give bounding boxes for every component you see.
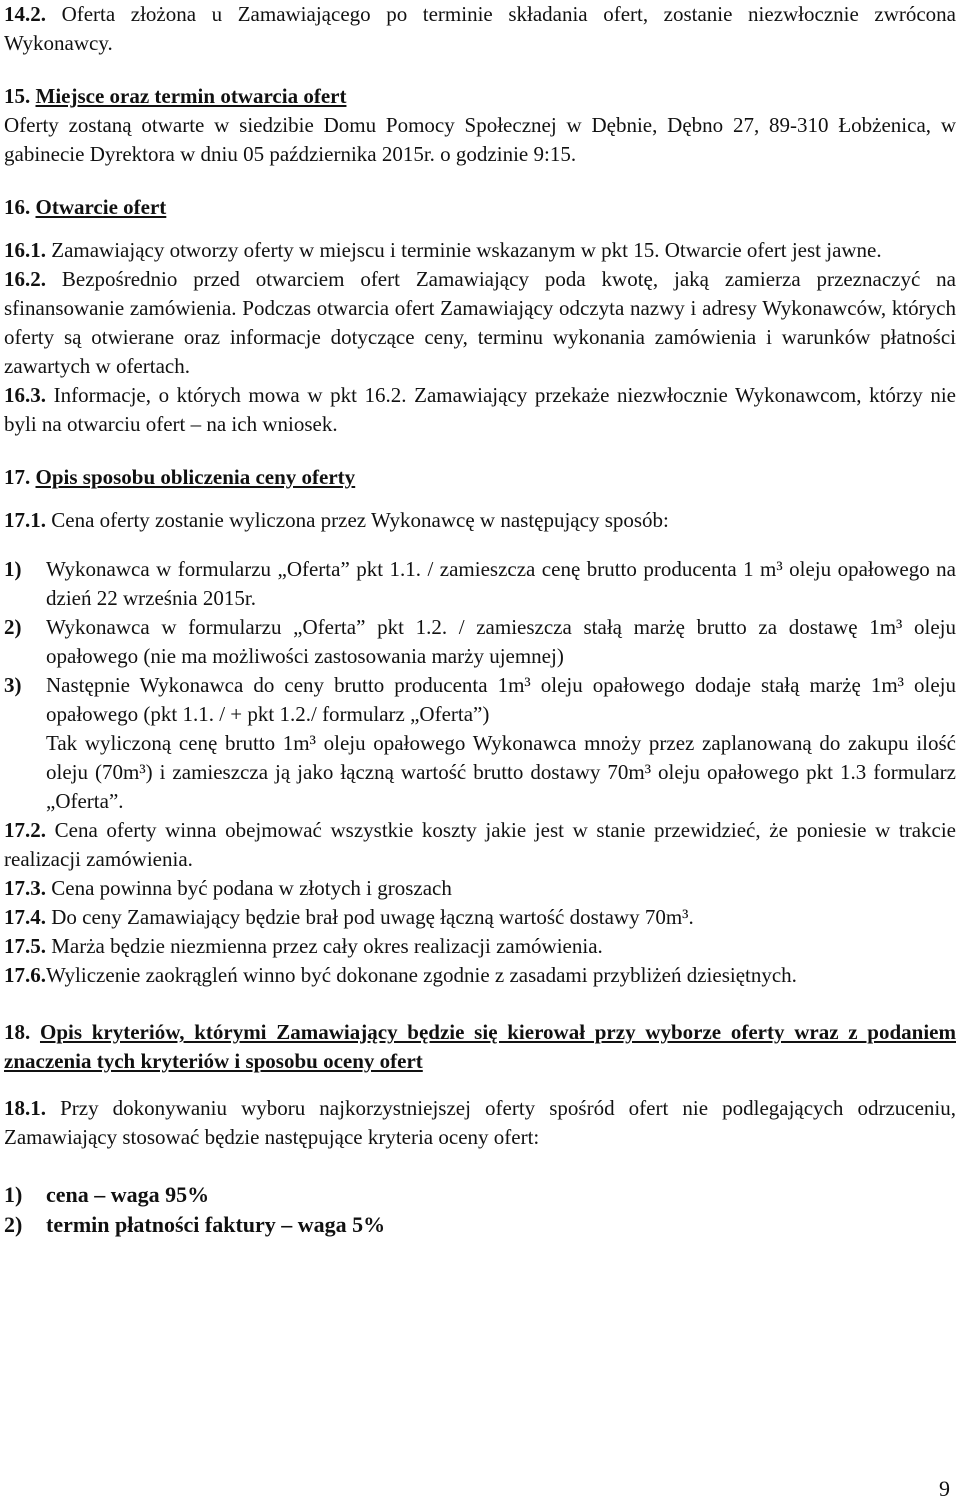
paragraph-15-body: Oferty zostaną otwarte w siedzibie Domu Pomocy Społecznej w Dębnie, Dębno 27, 89-310 Łobżenica, w gabinecie Dyrektora w dniu 05 października 2015r. o godzinie 9:15.	[4, 113, 956, 166]
paragraph-17-1: 17.1. Cena oferty zostanie wyliczona przez Wykonawcę w następujący sposób:	[4, 508, 669, 532]
page-number: 9	[939, 1476, 950, 1501]
heading-16-title: Otwarcie ofert	[35, 195, 167, 219]
criterion-item: 1) cena – waga 95%	[4, 1182, 210, 1207]
list-item: 1) Wykonawca w formularzu „Oferta” pkt 1.1. / zamieszcza cenę brutto producenta 1 m³ oleju opałowego na dzień 22 września 2015r.	[4, 557, 956, 610]
paragraph-17-6: 17.6.Wyliczenie zaokrągleń winno być dokonane zgodnie z zasadami przybliżeń dziesiętnych.	[4, 963, 797, 987]
heading-15: 15. Miejsce oraz termin otwarcia ofert	[4, 84, 347, 108]
list-continuation: Tak wyliczoną cenę brutto 1m³ oleju opałowego Wykonawca mnoży przez zaplanowaną do zakupu ilość oleju (70m³) i zamieszcza ją jako łączną wartość brutto dostawy 70m³ oleju opałowego pkt 1.3 formularz „Oferta”.	[46, 731, 956, 813]
criterion-item: 2) termin płatności faktury – waga 5%	[4, 1212, 386, 1237]
calculation-steps-list	[4, 555, 956, 816]
list-item: 3) Następnie Wykonawca do ceny brutto producenta 1m³ oleju opałowego dodaje stałą marżę 1m³ oleju opałowego (pkt 1.1. / + pkt 1.2./ formularz „Oferta”)	[4, 673, 956, 726]
heading-18: 18. Opis kryteriów, którymi Zamawiający będzie się kierował przy wyborze oferty wraz z podaniem znaczenia tych kryteriów i sposobu oceny ofert	[4, 1020, 956, 1073]
paragraph-16-3: 16.3. Informacje, o których mowa w pkt 16.2. Zamawiający przekaże niezwłocznie Wykonawcom, którzy nie byli na otwarciu ofert – na ich wniosek.	[4, 383, 956, 436]
paragraph-14-2	[4, 0, 956, 58]
heading-16: 16. Otwarcie ofert	[4, 195, 167, 219]
paragraph-16-1: 16.1. Zamawiający otworzy oferty w miejscu i terminie wskazanym w pkt 15. Otwarcie ofert jest jawne.	[4, 238, 882, 262]
paragraph-17-5: 17.5. Marża będzie niezmienna przez cały okres realizacji zamówienia.	[4, 934, 603, 958]
paragraph-17-3: 17.3. Cena powinna być podana w złotych i groszach	[4, 876, 452, 900]
document-page	[4, 0, 956, 1240]
paragraph-18-1: 18.1. Przy dokonywaniu wyboru najkorzystniejszej oferty spośród ofert nie podlegających odrzuceniu, Zamawiający stosować będzie następujące kryteria oceny ofert:	[4, 1096, 957, 1149]
paragraph-17-4: 17.4. Do ceny Zamawiający będzie brał pod uwagę łączną wartość dostawy 70m³.	[4, 905, 694, 929]
text-14-2: Oferta złożona u Zamawiającego po terminie składania ofert, zostanie niezwłocznie zwrócona Wykonawcy.	[4, 2, 957, 55]
heading-15-title: Miejsce oraz termin otwarcia ofert	[35, 84, 347, 108]
number-14-2: 14.2.	[4, 2, 46, 26]
list-item: 2) Wykonawca w formularzu „Oferta” pkt 1.2. / zamieszcza stałą marżę brutto za dostawę 1m³ oleju opałowego (nie ma możliwości zastosowania marży ujemnej)	[4, 615, 956, 668]
paragraph-17-2: 17.2. Cena oferty winna obejmować wszystkie koszty jakie jest w stanie przewidzieć, że poniesie w trakcie realizacji zamówienia.	[4, 818, 957, 871]
paragraph-16-2: 16.2. Bezpośrednio przed otwarciem ofert Zamawiający poda kwotę, jaką zamierza przeznaczyć na sfinansowanie zamówienia. Podczas otwarcia ofert Zamawiający odczyta nazwy i adresy Wykonawców, których oferty są otwierane oraz informacje dotyczące ceny, terminu wykonania zamówienia i warunków płatności zawartych w ofertach.	[4, 267, 957, 378]
heading-18-title: Opis kryteriów, którymi Zamawiający będzie się kierował przy wyborze oferty wraz z podaniem znaczenia tych kryteriów i sposobu oceny ofert	[4, 1020, 956, 1073]
heading-17: 17. Opis sposobu obliczenia ceny oferty	[4, 465, 356, 489]
criteria-list	[4, 1180, 956, 1240]
heading-17-title: Opis sposobu obliczenia ceny oferty	[35, 465, 356, 489]
